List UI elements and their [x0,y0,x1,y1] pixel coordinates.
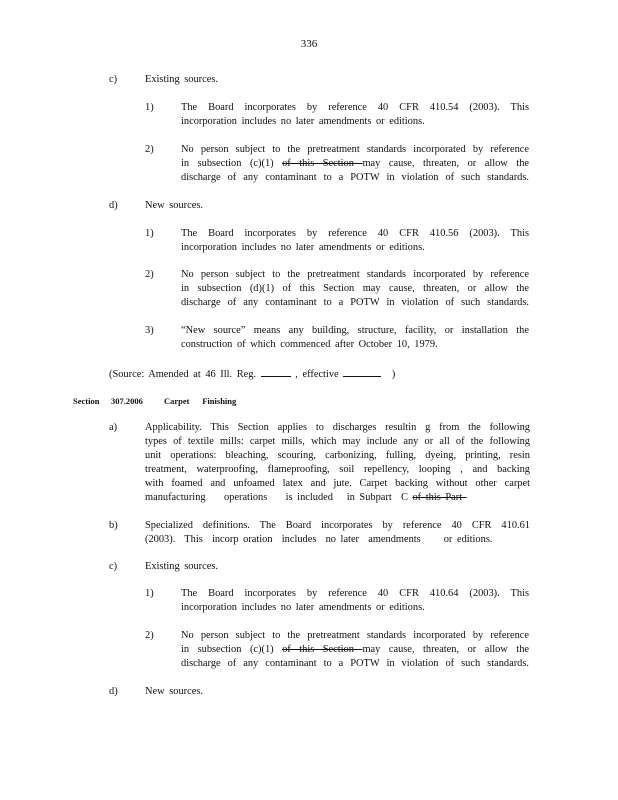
item-number: 3) [145,325,154,336]
section-number: 307.2006 [111,396,143,406]
paragraph-line-with-strike [145,492,467,503]
item-number: 1) [145,228,154,239]
paragraph-line: Specialized definitions. The Board incorporates by reference 40 CFR 410.61 [145,520,530,531]
item-text-line: discharge of any contaminant to a POTW in violation of such standards. [181,658,529,669]
item-text-line: The Board incorporates by reference 40 CFR 410.64 (2003). This [181,588,529,599]
item-text-line-with-strike [181,644,529,655]
item-text-line: incorporation includes no later amendments or editions. [181,242,425,253]
item-text-line: No person subject to the pretreatment standards incorporated by reference [181,269,529,280]
struck-text: of this Section [282,644,363,655]
item-text-line: discharge of any contaminant to a POTW in violation of such standards. [181,172,529,183]
item-text-line: construction of which commenced after October 10, 1979. [181,339,438,350]
item-text-line: incorporation includes no later amendments or editions. [181,602,425,613]
source-note [109,367,395,380]
text-run: in subsection (c)(1) [181,158,283,169]
item-text-line-with-strike [181,158,529,169]
paragraph-line: treatment, waterproofing, flameproofing, soil repellency, looping , and backing [145,464,530,475]
item-text-line: discharge of any contaminant to a POTW in violation of such standards. [181,297,529,308]
text-run: in subsection (c)(1) [181,644,283,655]
subsection-label-b: b) [109,520,118,531]
blank-line [343,367,381,377]
blank-line [261,367,291,377]
paragraph-line: with foamed and unfoamed latex and jute. Carpet backing without other carpet [145,478,530,489]
source-note-text: ) [391,369,396,380]
section-label: Section [73,396,100,406]
subsection-title-c: Existing sources. [145,74,218,85]
struck-text: of this Section [282,158,363,169]
subsection-label-c: c) [109,561,118,572]
subsection-label-d: d) [109,200,118,211]
item-number: 2) [145,630,154,641]
page-number: 336 [300,38,318,50]
item-number: 2) [145,269,154,280]
item-text-line: “New source” means any building, structure, facility, or installation the [181,325,529,336]
source-note-text: , effective [295,369,339,380]
item-text-line: No person subject to the pretreatment standards incorporated by reference [181,144,529,155]
item-text-line: incorporation includes no later amendments or editions. [181,116,425,127]
subsection-title-c: Existing sources. [145,561,218,572]
item-text-line: The Board incorporates by reference 40 CFR 410.54 (2003). This [181,102,529,113]
subsection-label-a: a) [109,422,118,433]
item-number: 2) [145,144,154,155]
text-run: manufacturing operations is included in Subpart C [145,492,413,503]
subsection-title-d: New sources. [145,686,203,697]
source-note-text: (Source: Amended at 46 Ill. Reg. [109,369,257,380]
paragraph-line: (2003). This incorp oration includes no later amendments or editions. [145,534,493,545]
paragraph-line: unit operations: bleaching, scouring, carbonizing, fulling, dyeing, printing, resin [145,450,530,461]
subsection-label-c: c) [109,74,118,85]
text-run: may cause, threaten, or allow the [362,158,530,169]
subsection-label-d: d) [109,686,118,697]
struck-text: of this Part [412,492,467,503]
section-title: Carpet Finishing [164,396,237,406]
item-text-line: No person subject to the pretreatment standards incorporated by reference [181,630,529,641]
paragraph-line: types of textile mills: carpet mills, which may include any or all of the following [145,436,530,447]
item-text-line: The Board incorporates by reference 40 CFR 410.56 (2003). This [181,228,529,239]
subsection-title-d: New sources. [145,200,203,211]
item-number: 1) [145,102,154,113]
paragraph-line: Applicability. This Section applies to discharges resultin g from the following [145,422,530,433]
item-text-line: in subsection (d)(1) of this Section may cause, threaten, or allow the [181,283,529,294]
item-number: 1) [145,588,154,599]
text-run: may cause, threaten, or allow the [362,644,530,655]
